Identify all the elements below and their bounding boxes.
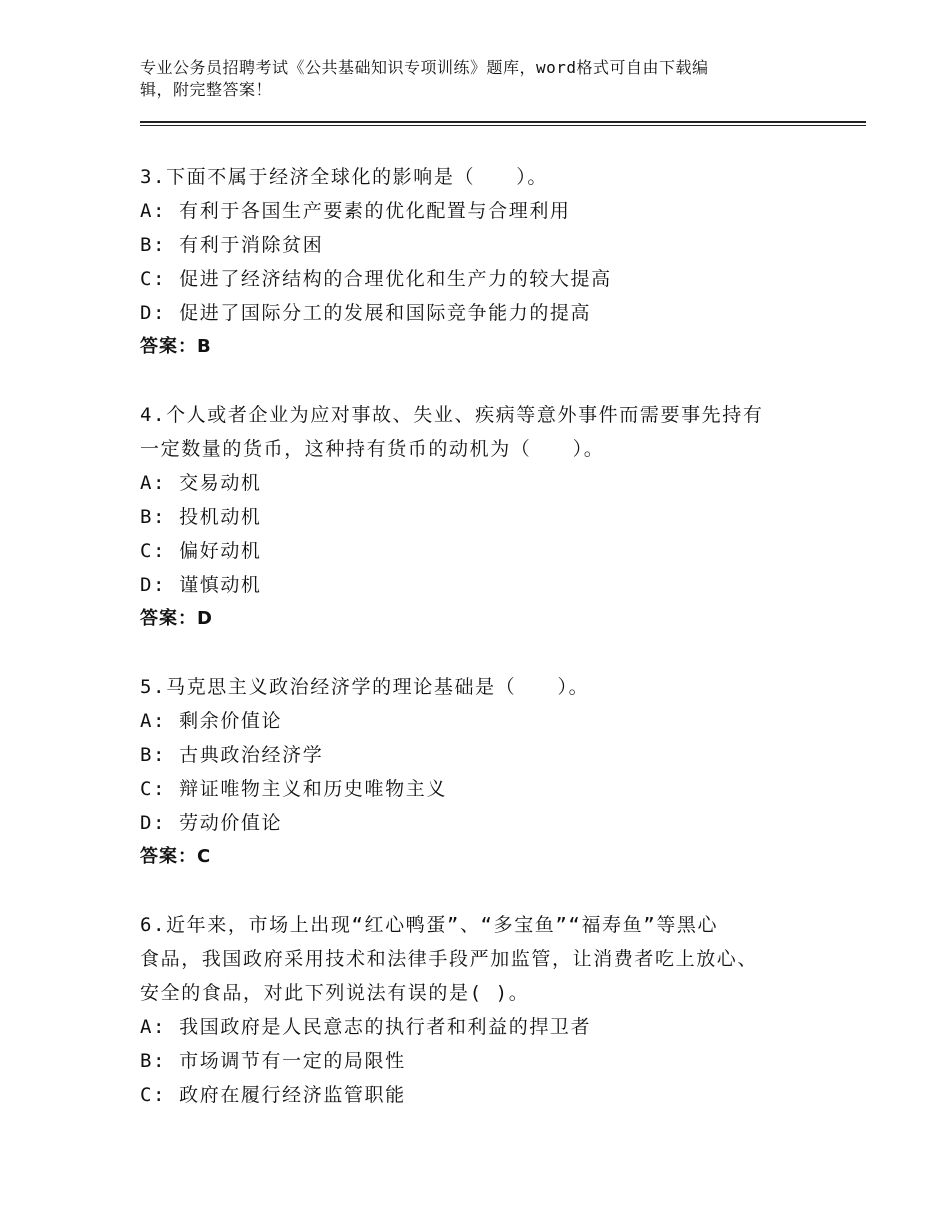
option-b: B: 投机动机 [140, 506, 262, 528]
question-list [140, 160, 820, 1146]
answer-label: 答案：C [140, 846, 212, 867]
option-c: C: 政府在履行经济监管职能 [140, 1084, 406, 1106]
question-stem: 5.马克思主义政治经济学的理论基础是（ ）。 [140, 676, 590, 698]
option-d: D: 促进了国际分工的发展和国际竞争能力的提高 [140, 302, 592, 324]
question-stem: 一定数量的货币，这种持有货币的动机为（ ）。 [140, 438, 605, 460]
option-b: B: 有利于消除贫困 [140, 234, 324, 256]
header-divider-thick [140, 121, 866, 123]
option-b: B: 市场调节有一定的局限性 [140, 1050, 406, 1072]
question-4 [140, 398, 820, 636]
option-c: C: 辩证唯物主义和历史唯物主义 [140, 778, 447, 800]
question-stem: 食品，我国政府采用技术和法律手段严加监管，让消费者吃上放心、 [140, 948, 759, 970]
option-c: C: 促进了经济结构的合理优化和生产力的较大提高 [140, 268, 612, 290]
question-stem: 3.下面不属于经济全球化的影响是（ ）。 [140, 166, 548, 188]
option-a: A: 我国政府是人民意志的执行者和利益的捍卫者 [140, 1016, 592, 1038]
answer-label: 答案：D [140, 608, 213, 629]
option-a: A: 交易动机 [140, 472, 262, 494]
option-c: C: 偏好动机 [140, 540, 262, 562]
option-d: D: 谨慎动机 [140, 574, 262, 596]
option-a: A: 剩余价值论 [140, 710, 283, 732]
question-6 [140, 908, 820, 1112]
header-line-1: 专业公务员招聘考试《公共基础知识专项训练》题库，word格式可自由下载编 [140, 58, 709, 77]
option-b: B: 古典政治经济学 [140, 744, 324, 766]
question-stem: 4.个人或者企业为应对事故、失业、疾病等意外事件而需要事先持有 [140, 404, 764, 426]
question-stem: 6.近年来，市场上出现“红心鸭蛋”、“多宝鱼”“福寿鱼”等黑心 [140, 914, 719, 936]
option-a: A: 有利于各国生产要素的优化配置与合理利用 [140, 200, 571, 222]
header-line-2: 辑，附完整答案！ [140, 80, 273, 99]
option-d: D: 劳动价值论 [140, 812, 283, 834]
document-header [140, 57, 800, 101]
header-divider-thin [140, 125, 866, 126]
question-3 [140, 160, 820, 364]
question-stem: 安全的食品，对此下列说法有误的是( )。 [140, 982, 530, 1004]
answer-label: 答案：B [140, 336, 212, 357]
question-5 [140, 670, 820, 874]
